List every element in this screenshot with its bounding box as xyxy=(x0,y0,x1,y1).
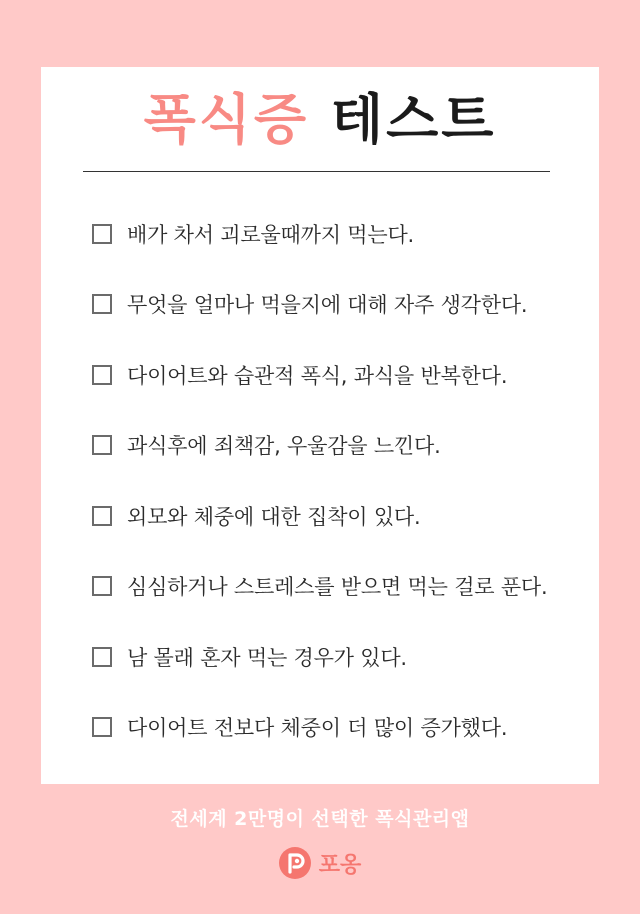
checklist-item-label: 남 몰래 혼자 먹는 경우가 있다. xyxy=(127,646,407,670)
checkbox-icon[interactable] xyxy=(92,224,112,244)
title-main: 테스트 xyxy=(330,88,497,151)
title-accent: 폭식증 xyxy=(143,88,310,151)
brand-name: 포옹 xyxy=(318,852,362,878)
checklist-item-label: 외모와 체중에 대한 집착이 있다. xyxy=(127,505,421,529)
checkbox-icon[interactable] xyxy=(92,717,112,737)
title-divider xyxy=(83,171,550,172)
checklist-item-label: 다이어트와 습관적 폭식, 과식을 반복한다. xyxy=(127,364,508,388)
checklist-item[interactable] xyxy=(92,356,507,394)
checklist-item[interactable] xyxy=(92,285,527,323)
checklist-item[interactable] xyxy=(92,426,441,464)
checklist-item-label: 무엇을 얼마나 먹을지에 대해 자주 생각한다. xyxy=(127,293,528,317)
page-title xyxy=(0,88,640,152)
checklist-item[interactable] xyxy=(92,708,507,746)
checklist-item-label: 배가 차서 괴로울때까지 먹는다. xyxy=(127,223,415,247)
checkbox-icon[interactable] xyxy=(92,647,112,667)
checklist-item[interactable] xyxy=(92,567,547,605)
brand-logo-icon xyxy=(279,847,311,879)
checklist-item[interactable] xyxy=(92,638,407,676)
checklist-item[interactable] xyxy=(92,215,414,253)
app-tagline: 전세계 2만명이 선택한 폭식관리앱 xyxy=(170,808,470,830)
checklist-item-label: 심심하거나 스트레스를 받으면 먹는 걸로 푼다. xyxy=(127,575,548,599)
checklist-item[interactable] xyxy=(92,497,421,535)
checklist-item-label: 다이어트 전보다 체중이 더 많이 증가했다. xyxy=(127,716,508,740)
checkbox-icon[interactable] xyxy=(92,576,112,596)
checkbox-icon[interactable] xyxy=(92,435,112,455)
brand-logo[interactable] xyxy=(0,845,640,881)
checkbox-icon[interactable] xyxy=(92,506,112,526)
checkbox-icon[interactable] xyxy=(92,294,112,314)
checklist-item-label: 과식후에 죄책감, 우울감을 느낀다. xyxy=(127,434,441,458)
checkbox-icon[interactable] xyxy=(92,365,112,385)
